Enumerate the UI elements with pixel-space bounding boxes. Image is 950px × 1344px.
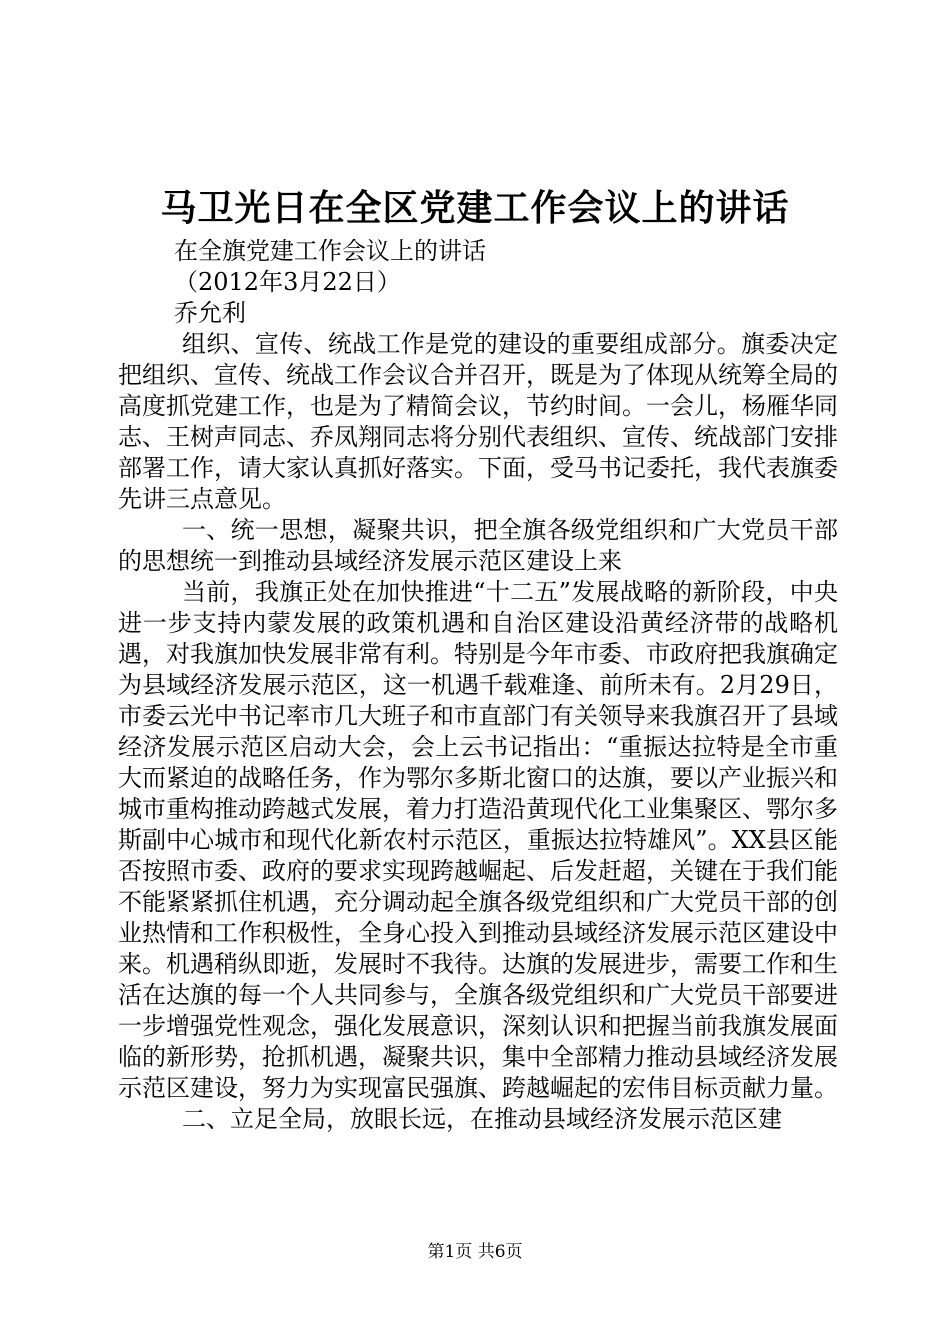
subtitle: 在全旗党建工作会议上的讲话 bbox=[174, 237, 486, 265]
speaker-name: 乔允利 bbox=[174, 299, 246, 327]
document-title: 马卫光日在全区党建工作会议上的讲话 bbox=[160, 187, 790, 229]
document-body bbox=[118, 236, 838, 1135]
page-footer: 第1页 共6页 bbox=[427, 1242, 523, 1262]
speech-date: （2012年3月22日） bbox=[174, 268, 401, 296]
paragraph-body: 当前，我旗正处在加快推进“十二五”发展战略的新阶段，中央进一步支持内蒙发展的政策机遇和自治区建设沿黄经济带的战略机遇，对我旗加快发展非常有利。特别是今年市委、市政府把我旗确定为县域经济发展示范区，这一机遇千载难逢、前所未有。2月29日，市委云光中书记率市几大班子和市直部门有关领导来我旗召开了县域经济发展示范区启动大会，会上云书记指出：“重振达拉特是全市重大而紧迫的战略任务，作为鄂尔多斯北窗口的达旗，要以产业振兴和城市重构推动跨越式发展，着力打造沿黄现代化工业集聚区、鄂尔多斯副中心城市和现代化新农村示范区，重振达拉特雄风”。XX县区能否按照市委、政府的要求实现跨越崛起、后发赶超，关键在于我们能不能紧紧抓住机遇，充分调动起全旗各级党组织和广大党员干部的创业热情和工作积极性，全身心投入到推动县域经济发展示范区建设中来。机遇稍纵即逝，发展时不我待。达旗的发展进步，需要工作和生活在达旗的每一个人共同参与，全旗各级党组织和广大党员干部要进一步增强党性观念，强化发展意识，深刻认识和把握当前我旗发展面临的新形势，抢抓机遇，凝聚共识，集中全部精力推动县域经济发展示范区建设，努力为实现富民强旗、跨越崛起的宏伟目标贡献力量。 bbox=[118, 578, 838, 1102]
paragraph-intro: 组织、宣传、统战工作是党的建设的重要组成部分。旗委决定把组织、宣传、统战工作会议合并召开，既是为了体现从统筹全局的高度抓党建工作，也是为了精简会议，节约时间。一会儿，杨雁华同志、王树声同志、乔凤翔同志将分别代表组织、宣传、统战部门安排部署工作，请大家认真抓好落实。下面，受马书记委托，我代表旗委先讲三点意见。 bbox=[118, 330, 838, 513]
section-heading-2: 二、立足全局，放眼长远，在推动县域经济发展示范区建 bbox=[182, 1105, 782, 1133]
section-heading-1: 一、统一思想，凝聚共识，把全旗各级党组织和广大党员干部的思想统一到推动县域经济发展示范区建设上来 bbox=[118, 516, 838, 575]
